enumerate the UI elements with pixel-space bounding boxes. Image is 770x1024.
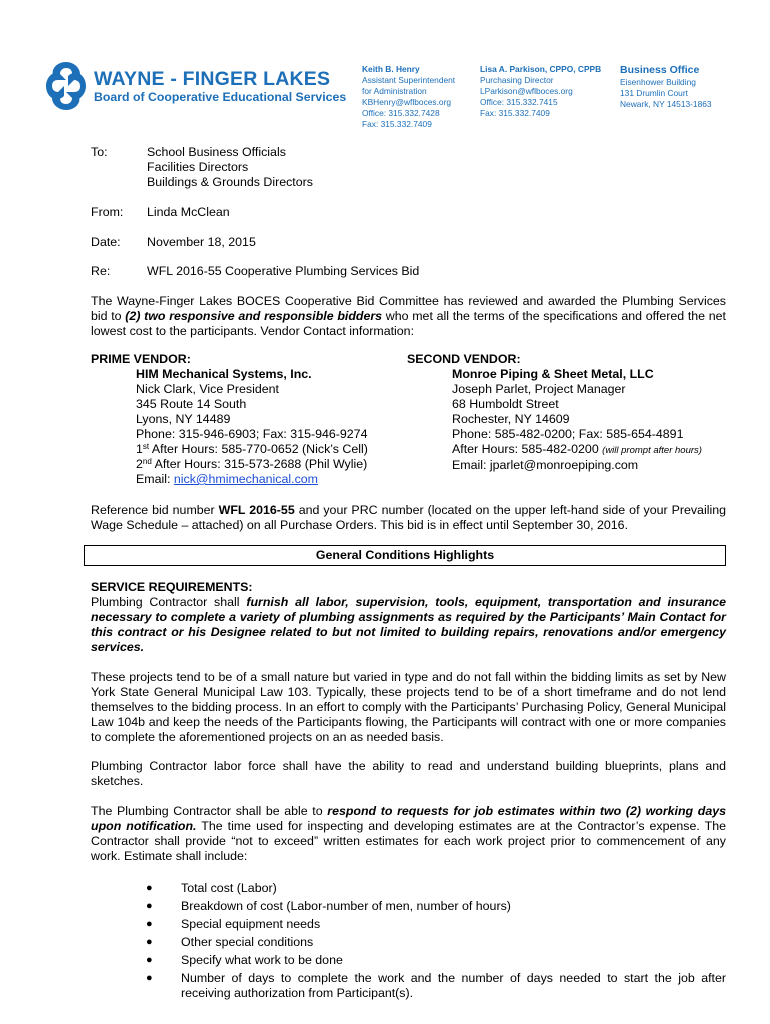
list-item: ● Breakdown of cost (Labor-number of men, number of hours) (146, 899, 511, 913)
logo-subtitle: Board of Cooperative Educational Services (94, 90, 347, 104)
list-item: ● Specify what work to be done (146, 953, 343, 967)
bullet-icon: ● (146, 882, 153, 894)
prime-vendor-email-link[interactable]: nick@hmimechanical.com (173, 472, 318, 486)
prime-vendor-phone: Phone: 315-946-6903; Fax: 315-946-9274 (136, 427, 368, 441)
prime-vendor-email: Email: nick@hmimechanical.com (136, 472, 318, 486)
bullet-icon: ● (146, 972, 153, 984)
memo-date (91, 235, 256, 250)
prime-vendor-block (91, 352, 368, 487)
business-office-title: Business Office (620, 64, 700, 76)
second-vendor-phone: Phone: 585-482-0200; Fax: 585-654-4891 (452, 427, 684, 441)
bullet-icon: ● (146, 918, 153, 930)
memo-date-label: Date: (91, 235, 121, 249)
prime-vendor-heading: PRIME VENDOR: (91, 352, 191, 366)
estimate-items-list (146, 881, 726, 1004)
memo-re-value: WFL 2016-55 Cooperative Plumbing Services Bid (147, 264, 420, 278)
second-vendor-address2: Rochester, NY 14609 (452, 412, 570, 426)
contact-fax: Fax: 315.332.7409 (362, 119, 432, 129)
reference-bid-number: WFL 2016-55 (218, 503, 295, 517)
estimates-paragraph: The Plumbing Contractor shall be able to respond to requests for job estimates within two (2) working days upon notification. The time used for inspecting and developing estimates are at the Contractor’s expense. The Contractor shall provide “not to exceed” written estimates for each work project prior to commencement of any work. Estimate shall include: (91, 804, 726, 863)
service-requirements-heading: SERVICE REQUIREMENTS: (91, 580, 253, 594)
organization-logo (44, 60, 346, 112)
intro-emphasis: (2) two responsive and responsible bidders (125, 309, 383, 323)
contact-business-office (620, 64, 712, 110)
projects-paragraph: These projects tend to be of a small nature but varied in type and do not fall within the bidding limits as set by New York State General Municipal Law 103. Typically, these projects tend to be of a short timeframe and do not lend themselves to the bidding process. In an effort to comply with the Participants’ Purchasing Policy, General Municipal Law 104b and keep the needs of the Participants flowing, the Participants will contract with one or more companies to complete the aforementioned projects on an as needed basis. (91, 670, 726, 744)
contact-title: Purchasing Director (480, 75, 554, 85)
second-vendor-heading: SECOND VENDOR: (407, 352, 521, 366)
service-requirements: SERVICE REQUIREMENTS: Plumbing Contractor shall furnish all labor, supervision, tools, equipment, transportation and insurance necessary to complete a variety of plumbing assignments as required by the Participants’ Main Contact for this contract or his Designee related to but not limited to building repairs, renovations and/or emergency services. (91, 580, 727, 654)
contact-title: Assistant Superintendent (362, 75, 456, 85)
logo-title: WAYNE - FINGER LAKES (94, 68, 331, 90)
memo-re-label: Re: (91, 264, 111, 278)
bullet-icon: ● (146, 954, 153, 966)
business-office-city: Newark, NY 14513-1863 (620, 99, 712, 109)
bullet-icon: ● (146, 936, 153, 948)
prime-vendor-after-hours-1: 1st After Hours: 585-770-0652 (Nick’s Cell) (136, 442, 368, 456)
contact-keith-henry (362, 64, 455, 130)
estimates-emphasis: respond to requests for job estimates within two (2) working days upon notification. (91, 804, 726, 833)
intro-text-2: who met all the terms of the specifications and offered the net lowest cost to the participants. Vendor Contact information: (91, 309, 726, 338)
contact-office: Office: 315.332.7428 (362, 108, 440, 118)
prime-vendor-address2: Lyons, NY 14489 (136, 412, 231, 426)
contact-title-2: for Administration (362, 86, 427, 96)
contact-fax: Fax: 315.332.7409 (480, 108, 550, 118)
memo-from-value: Linda McClean (147, 205, 230, 219)
memo-to-label: To: (91, 145, 108, 159)
bullet-icon: ● (146, 900, 153, 912)
general-conditions-heading: General Conditions Highlights (84, 545, 726, 566)
reference-paragraph: Reference bid number WFL 2016-55 and your PRC number (located on the upper left-hand side of your Prevailing Wage Schedule – attached) on all Purchase Orders. This bid is in effect until September 30, 2016. (91, 503, 726, 532)
intro-text: The Wayne-Finger Lakes BOCES Cooperative Bid Committee has reviewed and awarded the Plumbing Services bid to (91, 294, 726, 323)
list-item: ● Total cost (Labor) (146, 881, 277, 895)
contact-email[interactable]: LParkison@wflboces.org (480, 86, 573, 96)
second-vendor-after-hours: After Hours: 585-482-0200 (will prompt after hours) (452, 442, 702, 456)
memo-to-value: School Business Officials Facilities Directors Buildings & Grounds Directors (147, 145, 313, 189)
service-requirements-emphasis: furnish all labor, supervision, tools, equipment, transportation and insurance necessary to complete a variety of plumbing assignments as required by the Participants’ Main Contact for this contract or his Designee related to but not limited to building repairs, renovations and/or emergency services. (91, 595, 727, 654)
boces-emblem-icon (44, 60, 88, 112)
contact-lisa-parkison (480, 64, 601, 119)
contact-office: Office: 315.332.7415 (480, 97, 558, 107)
business-office-street: 131 Drumlin Court (620, 88, 688, 98)
prime-vendor-contact: Nick Clark, Vice President (136, 382, 280, 396)
second-vendor-block (407, 352, 702, 473)
memo-date-value: November 18, 2015 (147, 235, 256, 249)
memo-re (91, 264, 419, 279)
prime-vendor-company: HIM Mechanical Systems, Inc. (136, 367, 312, 381)
prime-vendor-after-hours-2: 2nd After Hours: 315-573-2688 (Phil Wylie) (136, 457, 368, 471)
memo-from-label: From: (91, 205, 124, 219)
contact-email[interactable]: KBHenry@wflboces.org (362, 97, 452, 107)
second-vendor-email: Email: jparlet@monroepiping.com (452, 458, 639, 472)
intro-paragraph (91, 294, 726, 339)
memo-to (91, 145, 313, 190)
labor-paragraph: Plumbing Contractor labor force shall have the ability to read and understand building blueprints, plans and sketches. (91, 759, 726, 788)
list-item: ● Number of days to complete the work and the number of days needed to start the job after receiving authorization from Participant(s). (146, 971, 726, 1000)
contact-name: Lisa A. Parkison, CPPO, CPPB (480, 64, 602, 74)
second-vendor-address1: 68 Humboldt Street (452, 397, 559, 411)
prime-vendor-address1: 345 Route 14 South (136, 397, 247, 411)
contact-name: Keith B. Henry (362, 64, 420, 74)
list-item: ● Special equipment needs (146, 917, 321, 931)
list-item: ● Other special conditions (146, 935, 314, 949)
memo-from (91, 205, 230, 220)
business-office-building: Eisenhower Building (620, 77, 696, 87)
second-vendor-company: Monroe Piping & Sheet Metal, LLC (452, 367, 654, 381)
second-vendor-contact: Joseph Parlet, Project Manager (452, 382, 626, 396)
